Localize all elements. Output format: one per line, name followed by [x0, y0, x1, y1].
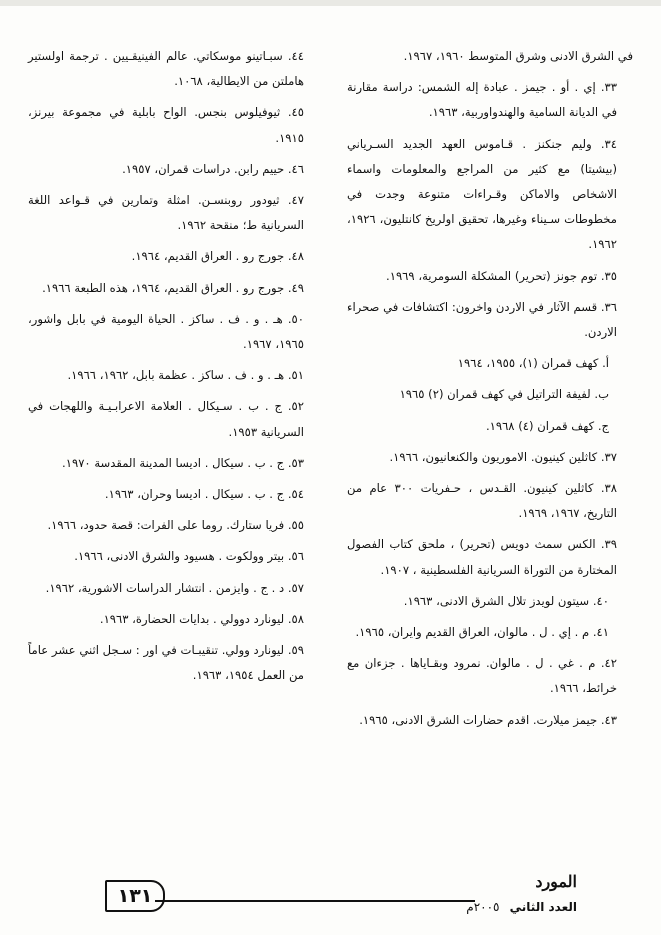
bibliography-entry: ٤٥. ثيوفيلوس بنجس. الواح بابلية في مجموعة بيرنز، ١٩١٥.: [28, 105, 304, 145]
bibliography-entry: ٥٠. هـ . و . ف . ساكز . الحياة اليومية في بابل واشور، ١٩٦٥، ١٩٦٧.: [28, 311, 304, 352]
bibliography-entry: ٣٩. الكس سمث دويس (تحرير) ، ملحق كتاب الفصول المختارة من التوراة السريانية الفلسطينية ، ١٩٠٧.: [347, 537, 617, 577]
bibliography-entry: ٤٣. جيمز ميلارت. اقدم حضارات الشرق الادنى، ١٩٦٥.: [359, 712, 617, 727]
magazine-name: المورد: [535, 872, 577, 891]
bibliography-entry: ٥٨. ليونارد دوولي . بدايات الحضارة، ١٩٦٣.: [99, 611, 304, 626]
bibliography-column-left: [28, 44, 320, 694]
bibliography-entry: ٣٥. توم جونز (تحرير) المشكلة السومرية، ١٩٦٩.: [386, 268, 617, 283]
bibliography-entry: ٤٦. حييم رابن. دراسات قمران، ١٩٥٧.: [122, 161, 304, 176]
bibliography-entry: ٥٩. ليونارد وولي. تنقيبـات في اور : سـجل اثني عشر عاماً من العمل ١٩٥٤، ١٩٦٣.: [28, 643, 304, 683]
footer-rule: [155, 900, 475, 902]
bibliography-entry: ٥٤. ج . ب . سيكال . اديسا وحران، ١٩٦٣.: [104, 487, 304, 502]
bibliography-entry: ٤١. م . إي . ل . مالوان، العراق القديم وايران، ١٩٦٥.: [355, 625, 609, 640]
page-footer: [0, 858, 661, 928]
issue-info: [466, 900, 577, 914]
issue-year: ٢٠٠٥م: [466, 900, 500, 914]
bibliography-entry: ٣٧. كاثلين كينيون. الاموريون والكنعانيون، ١٩٦٦.: [389, 449, 617, 464]
bibliography-entry: ٤٨. جورج رو . العراق القديم، ١٩٦٤.: [131, 249, 304, 264]
bibliography-entry: ٣٤. وليم جنكنز . قـاموس العهد الجديد السـرياني (بيشيتا) مع كثير من المراجع والمعلومات واسماء الاشخاص والاماكن وقـراءات متنوعة وجدت في مخطوطات سـيناء وغيرها، تحقيق اولريخ كانتليون، ١٩٢٦، ١٩٦٢.: [347, 136, 617, 252]
issue-label: العدد الثاني: [509, 900, 577, 914]
bibliography-entry: ٣٦. قسم الآثار في الاردن واخرون: اكتشافات في صحراء الاردن.: [347, 299, 617, 340]
bibliography-entry: ج. كهف قمران (٤) ١٩٦٨.: [485, 418, 609, 433]
bibliography-entry: في الشرق الادنى وشرق المتوسط ١٩٦٠، ١٩٦٧.: [403, 49, 633, 63]
bibliography-entry: ٥٧. د . ج . وايزمن . انتشار الدراسات الاشورية، ١٩٦٢.: [45, 580, 304, 595]
bibliography-entry: ٤٢. م . غي . ل . مالوان. نمرود وبقـاياها . جزءان مع خرائط، ١٩٦٦.: [347, 656, 617, 696]
bibliography-entry: ٥٥. فريا ستارك. روما على الفرات: قصة حدود، ١٩٦٦.: [47, 518, 304, 533]
page-number: ١٣١: [105, 880, 165, 912]
bibliography-entry: ٥١. هـ . و . ف . ساكز . عظمة بابل، ١٩٦٢، ١٩٦٦.: [67, 368, 304, 383]
bibliography-entry: ٥٢. ج . ب . سـيكال . العلامة الاعرابـيـة واللهجات في السريانية ١٩٥٣.: [28, 399, 304, 439]
bibliography-entry: ٣٨. كاثلين كينيون. القـدس ، حـفريات ٣٠٠ عام من التاريخ، ١٩٦٧، ١٩٦٩.: [347, 481, 617, 521]
page-top-edge: [0, 0, 661, 6]
bibliography-entry: ٣٣. إي . أو . جيمز . عبادة إله الشمس: دراسة مقارنة في الديانة السامية والهندواوربية، ١٩٦٣.: [347, 80, 617, 120]
bibliography-column-right: [347, 44, 633, 739]
bibliography-entry: ٥٣. ج . ب . سيكال . اديسا المدينة المقدسة ١٩٧٠.: [62, 455, 304, 470]
bibliography-entry: ب. لفيفة التراتيل في كهف قمران (٢) ١٩٦٥: [399, 387, 609, 402]
bibliography-entry: ٤٠. سيتون لويدز تلال الشرق الادنى، ١٩٦٣.: [403, 593, 609, 608]
bibliography-entry: ٤٤. سبـاتينو موسكاتي. عالم الفينيقـيين . ترجمة اولستير هاملتن من الايطالية، ١٠٦٨.: [28, 49, 304, 89]
bibliography-entry: ٤٩. جورج رو . العراق القديم، ١٩٦٤، هذه الطبعة ١٩٦٦.: [42, 280, 304, 295]
bibliography-entry: ٤٧. ثيودور روبنسـن. امثلة وتمارين في قـواعد اللغة السريانية ط؛ منقحة ١٩٦٢.: [28, 193, 304, 233]
bibliography-entry: أ. كهف قمران (١)، ١٩٥٥، ١٩٦٤: [457, 356, 609, 371]
bibliography-entry: ٥٦. بيتر وولكوت . هسيود والشرق الادنى، ١٩٦٦.: [74, 549, 304, 564]
